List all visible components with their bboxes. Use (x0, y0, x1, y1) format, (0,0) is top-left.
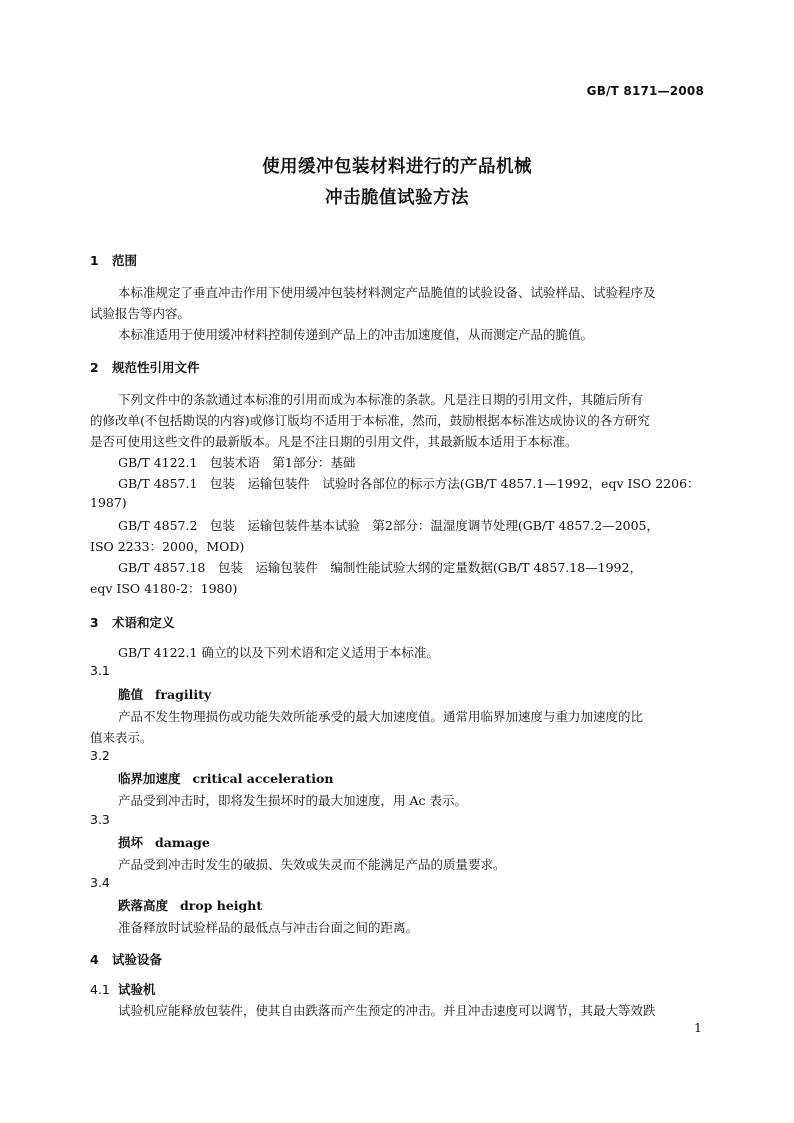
page-number: 1 (694, 1020, 702, 1035)
term-cn: 损坏 (118, 835, 144, 850)
term-cn: 脆值 (118, 687, 144, 702)
reference-item: GB/T 4857.1 包装 运输包装件 试验时各部位的标示方法(GB/T 4857.1—1992，eqv ISO 2206： (118, 476, 700, 491)
term-number: 3.2 (90, 748, 110, 763)
section-3-heading (90, 613, 175, 631)
section-heading-text: 试验设备 (112, 952, 163, 967)
term-heading (118, 896, 262, 914)
term-number: 3.3 (90, 812, 110, 827)
section-heading-text: 规范性引用文件 (112, 360, 200, 375)
term-definition: 产品受到冲击时，即将发生损坏时的最大加速度，用 Ac 表示。 (118, 793, 467, 808)
term-cn: 临界加速度 (118, 771, 181, 786)
reference-item: GB/T 4857.2 包装 运输包装件基本试验 第2部分：温湿度调节处理(GB/T 4857.2—2005， (118, 518, 660, 533)
paragraph: 是否可使用这些文件的最新版本。凡是不注日期的引用文件，其最新版本适用于本标准。 (90, 434, 578, 449)
section-2-heading (90, 358, 200, 376)
paragraph: 下列文件中的条款通过本标准的引用而成为本标准的条款。凡是注日期的引用文件，其随后所有 (118, 392, 644, 407)
term-heading (118, 769, 333, 787)
term-definition: 准备释放时试验样品的最低点与冲击台面之间的距离。 (118, 920, 419, 935)
subsection-number: 4.1 (90, 982, 110, 997)
term-en: critical acceleration (192, 771, 334, 786)
term-definition: 产品不发生物理损伤或功能失效所能承受的最大加速度值。通常用临界加速度与重力加速度的比 (118, 709, 644, 724)
term-en: damage (155, 835, 210, 850)
term-definition: 产品受到冲击时发生的破损、失效或失灵而不能满足产品的质量要求。 (118, 857, 506, 872)
paragraph: 的修改单(不包括勘误的内容)或修订版均不适用于本标准，然而，鼓励根据本标准达成协议的各方研究 (90, 413, 650, 428)
section-number: 2 (90, 360, 99, 375)
section-1-heading (90, 251, 137, 269)
term-number: 3.1 (90, 663, 110, 678)
section-heading-text: 术语和定义 (112, 615, 175, 630)
term-en: drop height (180, 898, 263, 913)
section-number: 3 (90, 615, 99, 630)
document-title-line1: 使用缓冲包装材料进行的产品机械 (262, 157, 532, 177)
term-definition-cont: 值来表示。 (90, 730, 153, 745)
standard-code: GB/T 8171—2008 (586, 84, 704, 98)
reference-item: GB/T 4122.1 包装术语 第1部分：基础 (118, 455, 356, 470)
subsection-heading-text: 试验机 (118, 982, 156, 997)
term-heading (118, 685, 211, 703)
reference-item-cont: 1987) (90, 495, 127, 510)
reference-item-cont: eqv ISO 4180-2：1980) (90, 581, 238, 596)
document-title-line2: 冲击脆值试验方法 (325, 188, 469, 208)
section-4-heading (90, 950, 162, 968)
section-number: 1 (90, 253, 99, 268)
paragraph: 本标准适用于使用缓冲材料控制传递到产品上的冲击加速度值，从而测定产品的脆值。 (118, 327, 594, 342)
section-heading-text: 范围 (112, 253, 138, 268)
section-number: 4 (90, 952, 99, 967)
term-heading (118, 833, 210, 851)
paragraph: 本标准规定了垂直冲击作用下使用缓冲包装材料测定产品脆值的试验设备、试验样品、试验程序及 (118, 285, 656, 300)
term-en: fragility (155, 687, 212, 702)
reference-item: GB/T 4857.18 包装 运输包装件 编制性能试验大纲的定量数据(GB/T 4857.18—1992， (118, 560, 642, 575)
term-number: 3.4 (90, 875, 110, 890)
term-cn: 跌落高度 (118, 898, 169, 913)
paragraph: 试验机应能释放包装件，使其自由跌落而产生预定的冲击。并且冲击速度可以调节，其最大等效跌 (118, 1003, 656, 1018)
subsection-heading (90, 980, 156, 998)
paragraph: 试验报告等内容。 (90, 306, 191, 321)
paragraph: GB/T 4122.1 确立的以及下列术语和定义适用于本标准。 (118, 645, 439, 660)
reference-item-cont: ISO 2233：2000，MOD) (90, 539, 245, 554)
